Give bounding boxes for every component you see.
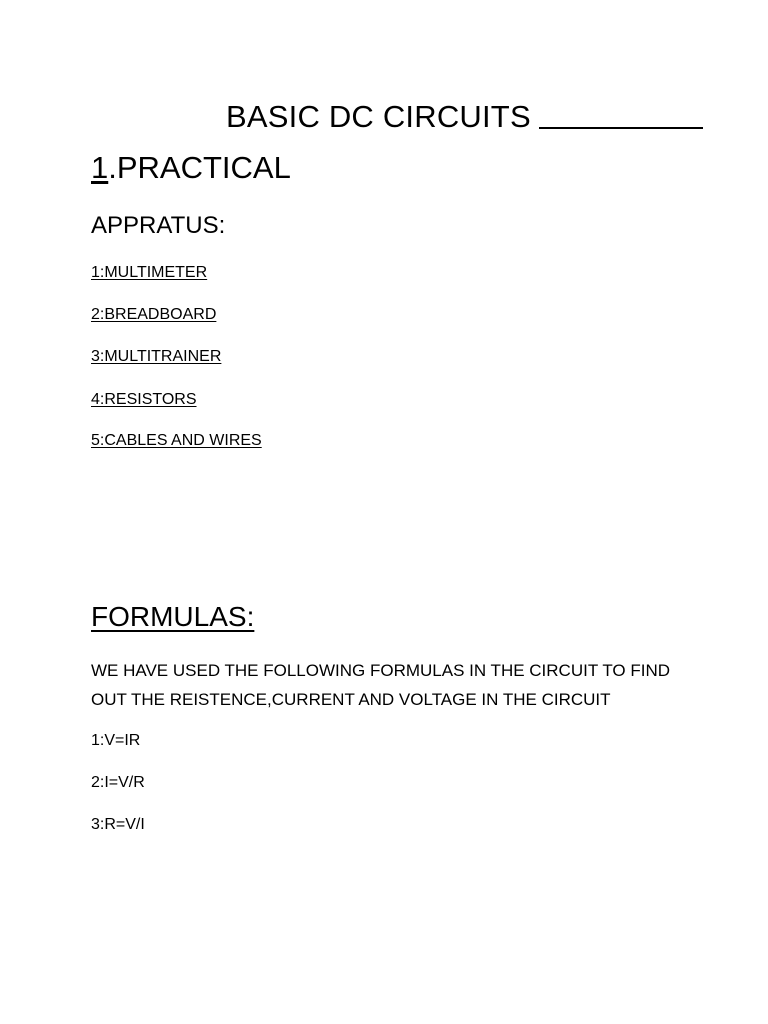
apparatus-item: 4:RESISTORS xyxy=(91,391,197,408)
title-blank-line xyxy=(539,127,703,129)
section-label: .PRACTICAL xyxy=(108,150,291,185)
section-number: 1 xyxy=(91,150,109,185)
apparatus-item: 5:CABLES AND WIRES xyxy=(91,432,262,449)
formulas-heading: FORMULAS: xyxy=(91,601,255,632)
apparatus-item: 1:MULTIMETER xyxy=(91,264,208,281)
section-heading xyxy=(91,149,291,187)
document-title xyxy=(226,99,703,135)
apparatus-item: 2:BREADBOARD xyxy=(91,306,217,323)
formula-item: 3:R=V/I xyxy=(91,816,145,833)
formula-item: 2:I=V/R xyxy=(91,774,145,791)
document-title-text: BASIC DC CIRCUITS xyxy=(226,99,531,134)
apparatus-heading: APPRATUS: xyxy=(91,212,226,239)
formula-item: 1:V=IR xyxy=(91,732,141,749)
apparatus-item: 3:MULTITRAINER xyxy=(91,348,222,365)
formulas-intro: WE HAVE USED THE FOLLOWING FORMULAS IN THE CIRCUIT TO FIND OUT THE REISTENCE,CURRENT AND VOLTAGE IN THE CIRCUIT xyxy=(91,661,671,709)
